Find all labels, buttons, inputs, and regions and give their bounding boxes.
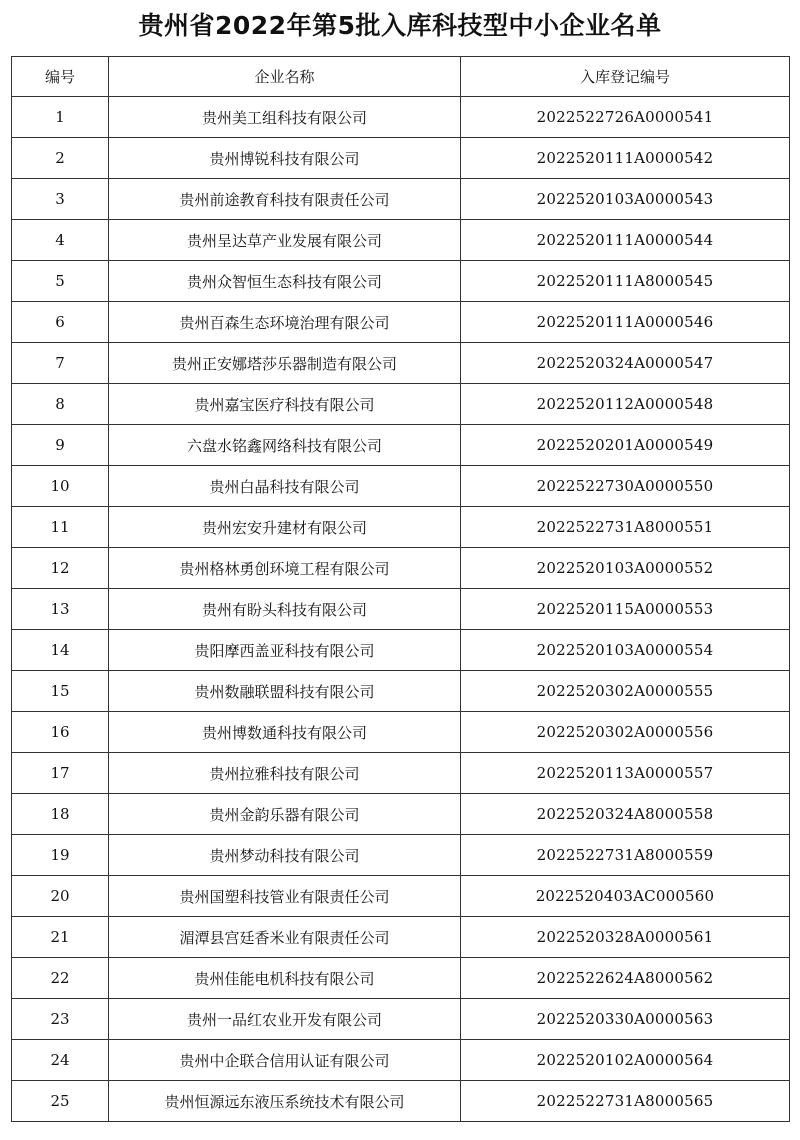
row-enterprise-name: 贵州佳能电机科技有限公司 bbox=[109, 958, 461, 999]
table-row bbox=[12, 999, 790, 1040]
row-registration-code: 2022520103A0000543 bbox=[461, 179, 790, 220]
row-number: 10 bbox=[12, 466, 109, 507]
row-number: 22 bbox=[12, 958, 109, 999]
row-registration-code: 2022522730A0000550 bbox=[461, 466, 790, 507]
row-registration-code: 2022520111A0000546 bbox=[461, 302, 790, 343]
header-enterprise-name: 企业名称 bbox=[109, 57, 461, 97]
row-registration-code: 2022520103A0000554 bbox=[461, 630, 790, 671]
table-row bbox=[12, 589, 790, 630]
row-number: 4 bbox=[12, 220, 109, 261]
row-number: 1 bbox=[12, 97, 109, 138]
table-row bbox=[12, 630, 790, 671]
row-registration-code: 2022520113A0000557 bbox=[461, 753, 790, 794]
row-registration-code: 2022520112A0000548 bbox=[461, 384, 790, 425]
row-number: 24 bbox=[12, 1040, 109, 1081]
table-row bbox=[12, 138, 790, 179]
row-enterprise-name: 湄潭县宫廷香米业有限责任公司 bbox=[109, 917, 461, 958]
row-registration-code: 2022520103A0000552 bbox=[461, 548, 790, 589]
row-enterprise-name: 贵州呈达草产业发展有限公司 bbox=[109, 220, 461, 261]
table-row bbox=[12, 753, 790, 794]
table-header-row bbox=[12, 57, 790, 97]
row-enterprise-name: 贵州中企联合信用认证有限公司 bbox=[109, 1040, 461, 1081]
row-registration-code: 2022522624A8000562 bbox=[461, 958, 790, 999]
header-registration-code: 入库登记编号 bbox=[461, 57, 790, 97]
row-enterprise-name: 贵州嘉宝医疗科技有限公司 bbox=[109, 384, 461, 425]
table-row bbox=[12, 97, 790, 138]
row-enterprise-name: 贵州一品红农业开发有限公司 bbox=[109, 999, 461, 1040]
row-enterprise-name: 六盘水铭鑫网络科技有限公司 bbox=[109, 425, 461, 466]
enterprise-table bbox=[11, 56, 790, 1122]
table-row bbox=[12, 548, 790, 589]
table-row bbox=[12, 261, 790, 302]
row-number: 9 bbox=[12, 425, 109, 466]
row-number: 3 bbox=[12, 179, 109, 220]
row-number: 11 bbox=[12, 507, 109, 548]
row-registration-code: 2022520111A0000544 bbox=[461, 220, 790, 261]
table-row bbox=[12, 917, 790, 958]
row-registration-code: 2022520115A0000553 bbox=[461, 589, 790, 630]
row-number: 19 bbox=[12, 835, 109, 876]
row-registration-code: 2022522731A8000565 bbox=[461, 1081, 790, 1122]
table-row bbox=[12, 835, 790, 876]
row-enterprise-name: 贵州博锐科技有限公司 bbox=[109, 138, 461, 179]
row-registration-code: 2022520324A0000547 bbox=[461, 343, 790, 384]
row-enterprise-name: 贵州博数通科技有限公司 bbox=[109, 712, 461, 753]
row-number: 12 bbox=[12, 548, 109, 589]
table-row bbox=[12, 343, 790, 384]
row-registration-code: 2022520302A0000556 bbox=[461, 712, 790, 753]
row-number: 17 bbox=[12, 753, 109, 794]
row-enterprise-name: 贵阳摩西盖亚科技有限公司 bbox=[109, 630, 461, 671]
row-number: 14 bbox=[12, 630, 109, 671]
row-number: 7 bbox=[12, 343, 109, 384]
row-number: 15 bbox=[12, 671, 109, 712]
header-number: 编号 bbox=[12, 57, 109, 97]
row-enterprise-name: 贵州格林勇创环境工程有限公司 bbox=[109, 548, 461, 589]
row-registration-code: 2022520111A8000545 bbox=[461, 261, 790, 302]
row-number: 18 bbox=[12, 794, 109, 835]
row-number: 2 bbox=[12, 138, 109, 179]
row-enterprise-name: 贵州金韵乐器有限公司 bbox=[109, 794, 461, 835]
document-title: 贵州省2022年第5批入库科技型中小企业名单 bbox=[138, 11, 662, 40]
table-row bbox=[12, 302, 790, 343]
row-number: 13 bbox=[12, 589, 109, 630]
row-enterprise-name: 贵州正安娜塔莎乐器制造有限公司 bbox=[109, 343, 461, 384]
row-enterprise-name: 贵州百森生态环境治理有限公司 bbox=[109, 302, 461, 343]
table-row bbox=[12, 507, 790, 548]
row-registration-code: 2022520330A0000563 bbox=[461, 999, 790, 1040]
table-row bbox=[12, 384, 790, 425]
table-row bbox=[12, 1040, 790, 1081]
row-enterprise-name: 贵州白晶科技有限公司 bbox=[109, 466, 461, 507]
row-enterprise-name: 贵州拉雅科技有限公司 bbox=[109, 753, 461, 794]
row-enterprise-name: 贵州数融联盟科技有限公司 bbox=[109, 671, 461, 712]
row-registration-code: 2022520302A0000555 bbox=[461, 671, 790, 712]
row-enterprise-name: 贵州宏安升建材有限公司 bbox=[109, 507, 461, 548]
row-registration-code: 2022520328A0000561 bbox=[461, 917, 790, 958]
row-registration-code: 2022520111A0000542 bbox=[461, 138, 790, 179]
table-body bbox=[12, 97, 790, 1122]
row-enterprise-name: 贵州梦动科技有限公司 bbox=[109, 835, 461, 876]
table-row bbox=[12, 179, 790, 220]
row-enterprise-name: 贵州恒源远东液压系统技术有限公司 bbox=[109, 1081, 461, 1122]
row-enterprise-name: 贵州有盼头科技有限公司 bbox=[109, 589, 461, 630]
table-row bbox=[12, 220, 790, 261]
table-row bbox=[12, 876, 790, 917]
row-number: 20 bbox=[12, 876, 109, 917]
table-row bbox=[12, 958, 790, 999]
row-registration-code: 2022520403AC000560 bbox=[461, 876, 790, 917]
row-registration-code: 2022522731A8000551 bbox=[461, 507, 790, 548]
table-row bbox=[12, 671, 790, 712]
row-registration-code: 2022520201A0000549 bbox=[461, 425, 790, 466]
row-number: 23 bbox=[12, 999, 109, 1040]
table-row bbox=[12, 425, 790, 466]
table-row bbox=[12, 1081, 790, 1122]
row-number: 25 bbox=[12, 1081, 109, 1122]
row-registration-code: 2022520102A0000564 bbox=[461, 1040, 790, 1081]
row-number: 8 bbox=[12, 384, 109, 425]
row-number: 5 bbox=[12, 261, 109, 302]
row-enterprise-name: 贵州国塑科技管业有限责任公司 bbox=[109, 876, 461, 917]
row-number: 16 bbox=[12, 712, 109, 753]
row-registration-code: 2022520324A8000558 bbox=[461, 794, 790, 835]
table-row bbox=[12, 466, 790, 507]
row-number: 6 bbox=[12, 302, 109, 343]
table-row bbox=[12, 712, 790, 753]
row-registration-code: 2022522726A0000541 bbox=[461, 97, 790, 138]
row-registration-code: 2022522731A8000559 bbox=[461, 835, 790, 876]
row-enterprise-name: 贵州美工组科技有限公司 bbox=[109, 97, 461, 138]
row-enterprise-name: 贵州众智恒生态科技有限公司 bbox=[109, 261, 461, 302]
row-number: 21 bbox=[12, 917, 109, 958]
row-enterprise-name: 贵州前途教育科技有限责任公司 bbox=[109, 179, 461, 220]
table-row bbox=[12, 794, 790, 835]
